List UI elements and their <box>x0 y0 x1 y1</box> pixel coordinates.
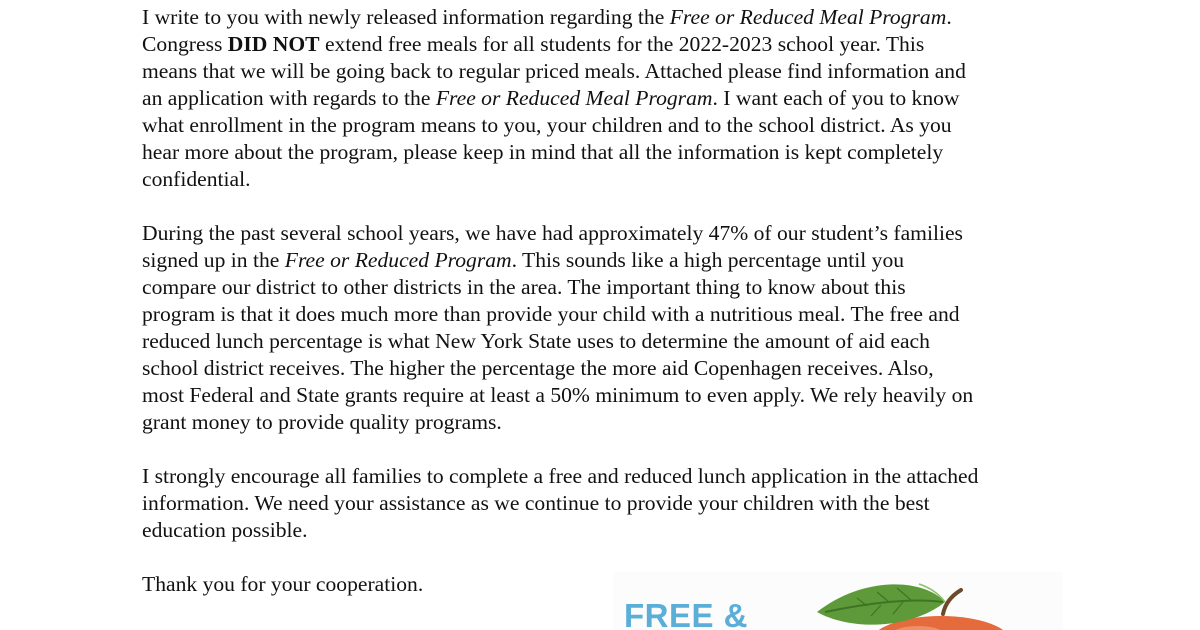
text-line <box>142 247 1082 274</box>
text-line: hear more about the program, please keep in mind that all the information is kept completely <box>142 140 944 164</box>
text-line: program is that it does much more than provide your child with a nutritious meal. The free and <box>142 302 960 326</box>
text-line: Thank you for your cooperation. <box>142 572 424 596</box>
text-run: signed up in the <box>142 248 285 272</box>
program-name-italic: Free or Reduced Meal Program <box>435 86 713 110</box>
text-run: . I want each of you to know <box>712 86 960 110</box>
text-line: confidential. <box>142 167 251 191</box>
text-line: grant money to provide quality programs. <box>142 410 502 434</box>
text-line: means that we will be going back to regular priced meals. Attached please find information and <box>142 59 966 83</box>
text-line <box>142 4 1082 31</box>
text-run: I write to you with newly released information regarding the <box>142 5 670 29</box>
free-reduced-promo-graphic <box>613 572 1063 630</box>
program-name-italic: Free or Reduced Meal Program <box>669 5 947 29</box>
paragraph-encouragement <box>142 463 1082 544</box>
text-run: an application with regards to the <box>142 86 436 110</box>
text-line <box>142 85 1082 112</box>
apple-icon <box>793 572 1063 630</box>
text-line: what enrollment in the program means to you, your children and to the school district. As you <box>142 113 952 137</box>
text-line <box>142 31 1082 58</box>
text-run: . <box>946 5 952 29</box>
paragraph-meal-program-intro <box>142 4 1082 193</box>
text-line: compare our district to other districts in the area. The important thing to know about this <box>142 275 906 299</box>
text-line: education possible. <box>142 518 308 542</box>
text-line: reduced lunch percentage is what New York State uses to determine the amount of aid each <box>142 329 930 353</box>
program-name-italic: Free or Reduced Program <box>284 248 512 272</box>
text-line: information. We need your assistance as we continue to provide your children with the best <box>142 491 930 515</box>
promo-heading: FREE & <box>624 597 749 630</box>
text-run: . This sounds like a high percentage until you <box>511 248 905 272</box>
paragraph-enrollment-statistics <box>142 220 1082 436</box>
text-line: I strongly encourage all families to complete a free and reduced lunch application in the attached <box>142 464 979 488</box>
text-line: most Federal and State grants require at least a 50% minimum to even apply. We rely heavily on <box>142 383 974 407</box>
emphasis-bold: DID NOT <box>227 32 320 56</box>
text-line: During the past several school years, we have had approximately 47% of our student’s families <box>142 221 963 245</box>
text-run: extend free meals for all students for the 2022-2023 school year. This <box>319 32 925 56</box>
text-line: school district receives. The higher the percentage the more aid Copenhagen receives. Also, <box>142 356 934 380</box>
text-run: Congress <box>142 32 228 56</box>
letter-body <box>142 4 1082 625</box>
